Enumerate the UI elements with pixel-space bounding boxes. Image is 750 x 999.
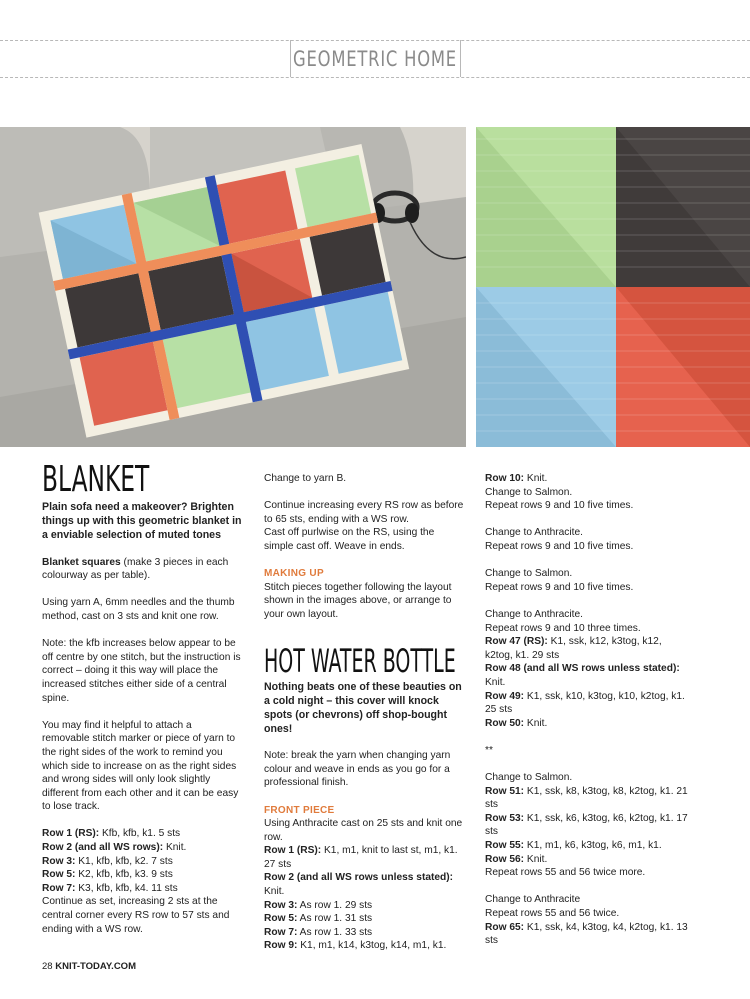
row-line: Row 51: K1, ssk, k8, k3tog, k8, k2tog, k1. 21 sts [485, 785, 688, 811]
row-line: Row 56: Knit. [485, 853, 548, 865]
row-line: Row 5: K2, kfb, kfb, k3. 9 sts [42, 869, 173, 881]
row-line: Row 49: K1, ssk, k10, k3tog, k10, k2tog, k1. 25 sts [485, 690, 685, 716]
row-line: Row 1 (RS): K1, m1, knit to last st, m1, k1. 27 sts [264, 845, 458, 870]
change-anthracite: Change to Anthracite [485, 894, 581, 906]
cast-off: Cast off purlwise on the RS, using the simple cast off. Weave in ends. [264, 527, 435, 552]
front-piece-heading: FRONT PIECE [264, 804, 335, 816]
hwb-note: Note: break the yarn when changing yarn colour and weave in ends as you go for a professional finish. [264, 750, 451, 789]
row-line: Row 55: K1, m1, k6, k3tog, k6, m1, k1. [485, 840, 662, 852]
row-line: Row 50: Knit. [485, 717, 548, 729]
sofa-photo [0, 127, 466, 447]
blanket-title: BLANKET [42, 459, 150, 500]
blanket-intro: Plain sofa need a makeover? Brighten things up with this geometric blanket in a enviable selection of muted tones [42, 501, 242, 541]
row-line: Row 9: K1, m1, k14, k3tog, k14, m1, k1. [264, 940, 447, 952]
column-blanket [42, 460, 242, 936]
row-line: Row 1 (RS): Kfb, kfb, k1. 5 sts [42, 828, 181, 840]
row-line: Row 65: K1, ssk, k4, k3tog, k4, k2tog, k1. 13 sts [485, 921, 688, 947]
squares-text: (make 3 pieces in each colourway as per table). [42, 556, 229, 582]
change-salmon: Change to Salmon. [485, 486, 573, 498]
blanket-cast-on: Using yarn A, 6mm needles and the thumb method, cast on 3 sts and knit one row. [42, 597, 235, 622]
continue-increasing: Continue increasing every RS row as before to 65 sts, ending with a WS row. [264, 500, 464, 525]
row-line: Row 2 (and all WS rows unless stated): Knit. [264, 872, 454, 898]
row-line: Row 7: K3, kfb, kfb, k4. 11 sts [42, 882, 178, 894]
knit-closeup-photo [476, 127, 750, 447]
row-line: Row 2 (and all WS rows): Knit. [42, 842, 187, 854]
row-line: Row 48 (and all WS rows unless stated): Knit. [485, 663, 680, 688]
page-header [0, 0, 750, 110]
repeat-line: Repeat rows 9 and 10 five times. [485, 581, 634, 593]
header-bottom-rule [0, 77, 750, 78]
making-up-heading: MAKING UP [264, 568, 324, 580]
column-right [485, 472, 690, 948]
row-line: Row 7: As row 1. 33 sts [264, 926, 373, 938]
blanket-continue: Continue as set, increasing 2 sts at the central corner every RS row to 57 sts and ending with a WS row. [42, 896, 230, 935]
row-line: Row 3: K1, kfb, kfb, k2. 7 sts [42, 855, 173, 867]
making-up-text: Stitch pieces together following the layout shown in the images above, or arrange to your own layout. [264, 581, 452, 620]
header-top-rule [0, 40, 750, 41]
column-middle [264, 472, 464, 953]
page-footer [42, 961, 136, 972]
blanket-marker-tip: You may find it helpful to attach a removable stitch marker or piece of yarn to the right sides of the work to remind you which side to increase on as the right sides and wrong sides will only look slightly different from each other and it can be easy to lose track. [42, 719, 239, 813]
repeat-line: Repeat rows 9 and 10 three times. [485, 622, 641, 634]
row-line: Row 5: As row 1. 31 sts [264, 913, 373, 925]
section-title: GEOMETRIC HOME [293, 47, 457, 71]
row-line: Row 53: K1, ssk, k6, k3tog, k6, k2tog, k1. 17 sts [485, 812, 688, 838]
section-stars: ** [485, 744, 493, 756]
change-anthracite: Change to Anthracite. [485, 608, 583, 620]
row-line: Row 47 (RS): K1, ssk, k12, k3tog, k12, k2tog, k1. 29 sts [485, 636, 662, 661]
hwb-intro: Nothing beats one of these beauties on a cold night – this cover will knock spots (or chevrons) off shop-bought ones! [264, 680, 462, 735]
row-line: Row 10: Knit. [485, 473, 548, 484]
front-cast-on: Using Anthracite cast on 25 sts and knit one row. [264, 818, 463, 843]
blanket-squares-para [42, 556, 242, 583]
repeat-line: Repeat rows 55 and 56 twice. [485, 908, 620, 919]
repeat-line: Repeat rows 9 and 10 five times. [485, 500, 634, 512]
change-anthracite: Change to Anthracite. [485, 527, 583, 539]
change-salmon: Change to Salmon. [485, 568, 573, 580]
row-line: Row 3: As row 1. 29 sts [264, 899, 373, 911]
change-salmon: Change to Salmon. [485, 772, 573, 784]
change-yarn-b: Change to yarn B. [264, 473, 347, 484]
page-number: 28 [42, 961, 53, 972]
hot-water-bottle-title: HOT WATER BOTTLE [264, 641, 456, 680]
site-url[interactable]: KNIT-TODAY.COM [55, 961, 136, 972]
blanket-note: Note: the kfb increases below appear to be off centre by one stitch, but the instruction is correct – doing it this way will place the increased stitches either side of a central spine. [42, 638, 241, 704]
squares-label: Blanket squares [42, 556, 121, 568]
repeat-line: Repeat rows 55 and 56 twice more. [485, 867, 646, 879]
repeat-line: Repeat rows 9 and 10 five times. [485, 540, 634, 552]
